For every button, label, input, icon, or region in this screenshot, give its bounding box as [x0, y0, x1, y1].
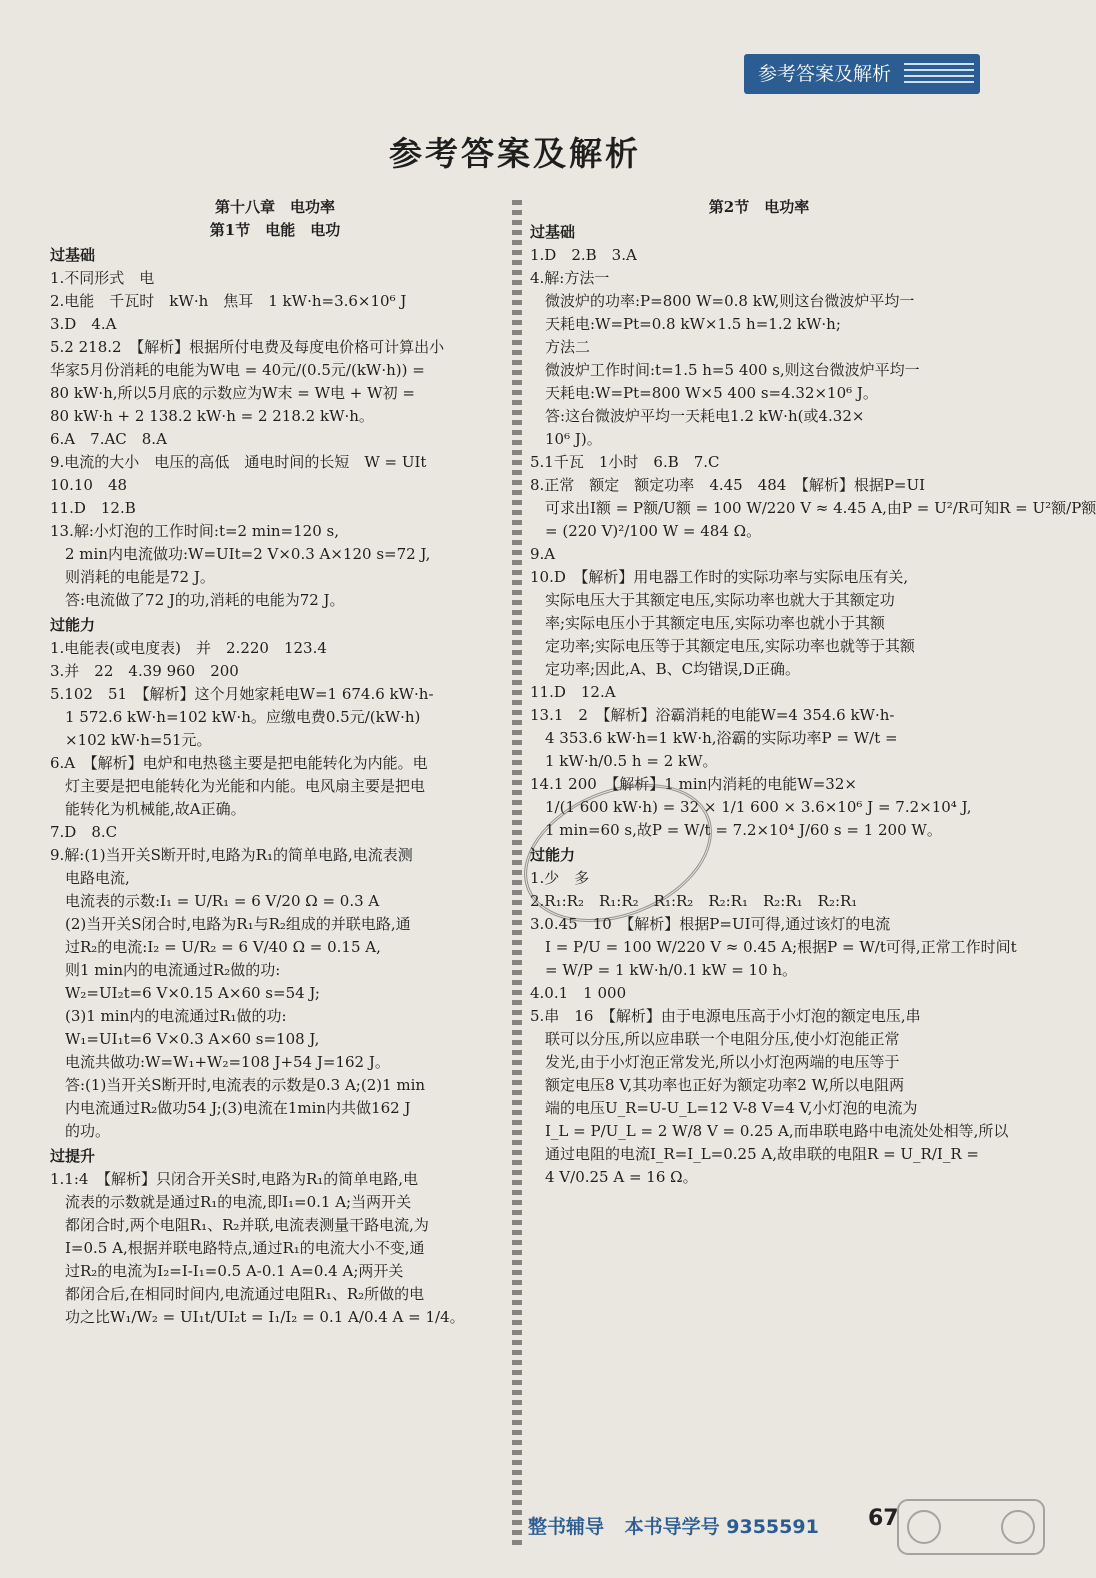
chapter-heading: 第十八章 电功率 — [214, 198, 335, 216]
answer-line: 1.不同形式 电 — [50, 269, 155, 287]
section-heading: 过提升 — [50, 1147, 96, 1165]
answer-line: 10.10 48 — [50, 476, 128, 494]
answer-line: 定功率;因此,A、B、C均错误,D正确。 — [530, 660, 800, 678]
answer-line: 则1 min内的电流通过R₂做的功: — [50, 961, 281, 979]
section-heading: 过基础 — [50, 246, 96, 264]
answer-line: 1.少 多 — [530, 869, 590, 887]
answer-line: 1.D 2.B 3.A — [530, 246, 637, 264]
answer-line: 4.0.1 1 000 — [530, 984, 627, 1002]
answer-line: 4.解:方法一 — [530, 269, 610, 287]
answer-line: I=0.5 A,根据并联电路特点,通过R₁的电流大小不变,通 — [50, 1239, 425, 1257]
answer-line: 2.R₁:R₂ R₁:R₂ R₁:R₂ R₂:R₁ R₂:R₁ R₂:R₁ — [530, 892, 858, 910]
answer-line: 5.2 218.2 【解析】根据所付电费及每度电价格可计算出小 — [50, 338, 445, 356]
footer-right-text: 本书导学号 9355591 — [624, 1516, 819, 1538]
answer-line: 电路电流, — [50, 869, 130, 887]
answer-line: 8.正常 额定 额定功率 4.45 484 【解析】根据P=UI — [530, 476, 926, 494]
answer-line: = W/P = 1 kW·h/0.1 kW = 10 h。 — [530, 961, 798, 979]
answer-line: 天耗电:W=Pt=0.8 kW×1.5 h=1.2 kW·h; — [530, 315, 841, 333]
answer-line: 华家5月份消耗的电能为W电 = 40元/(0.5元/(kW·h)) = — [50, 361, 425, 379]
answer-line: 1 min=60 s,故P = W/t = 7.2×10⁴ J/60 s = 1 200 W。 — [530, 821, 942, 839]
answer-line: 80 kW·h + 2 138.2 kW·h = 2 218.2 kW·h。 — [50, 407, 374, 425]
section-heading: 过能力 — [50, 616, 96, 634]
answer-line: 答:这台微波炉平均一天耗电1.2 kW·h(或4.32× — [530, 407, 865, 425]
answer-line: 通过电阻的电流I_R=I_L=0.25 A,故串联的电阻R = U_R/I_R = — [530, 1145, 979, 1163]
answer-line: 电流共做功:W=W₁+W₂=108 J+54 J=162 J。 — [50, 1053, 390, 1071]
left-column — [50, 196, 500, 1329]
answer-line: 5.102 51 【解析】这个月她家耗电W=1 674.6 kW·h- — [50, 685, 434, 703]
answer-line: 答:电流做了72 J的功,消耗的电能为72 J。 — [50, 591, 345, 609]
answer-line: 流表的示数就是通过R₁的电流,即I₁=0.1 A;当两开关 — [50, 1193, 412, 1211]
chapter-heading: 第2节 电功率 — [708, 198, 810, 216]
section-heading: 过基础 — [530, 223, 576, 241]
answer-line: 定功率;实际电压等于其额定电压,实际功率也就等于其额 — [530, 637, 915, 655]
answer-line: 13.1 2 【解析】浴霸消耗的电能W=4 354.6 kW·h- — [530, 706, 895, 724]
answer-line: 能转化为机械能,故A正确。 — [50, 800, 246, 818]
answer-line: 3.D 4.A — [50, 315, 117, 333]
answer-line: 内电流通过R₂做功54 J;(3)电流在1min内共做162 J — [50, 1099, 411, 1117]
answer-line: 80 kW·h,所以5月底的示数应为W末 = W电 + W初 = — [50, 384, 415, 402]
answer-line: 微波炉工作时间:t=1.5 h=5 400 s,则这台微波炉平均一 — [530, 361, 920, 379]
answer-line: 3.0.45 10 【解析】根据P=UI可得,通过该灯的电流 — [530, 915, 891, 933]
answer-line: 可求出I额 = P额/U额 = 100 W/220 V ≈ 4.45 A,由P = U²/R可知R = U²额/P额 — [530, 499, 1096, 517]
answer-line: 4 V/0.25 A = 16 Ω。 — [530, 1168, 698, 1186]
answer-line: 则消耗的电能是72 J。 — [50, 568, 215, 586]
answer-line: 方法二 — [530, 338, 591, 356]
answer-line: I_L = P/U_L = 2 W/8 V = 0.25 A,而串联电路中电流处处相等,所以 — [530, 1122, 1009, 1140]
answer-line: (3)1 min内的电流通过R₁做的功: — [50, 1007, 287, 1025]
answer-line: 13.解:小灯泡的工作时间:t=2 min=120 s, — [50, 522, 339, 540]
answer-line: = (220 V)²/100 W = 484 Ω。 — [530, 522, 762, 540]
answer-line: 6.A 7.AC 8.A — [50, 430, 167, 448]
footer-bar — [528, 1512, 858, 1539]
answer-line: 都闭合后,在相同时间内,电流通过电阻R₁、R₂所做的电 — [50, 1285, 425, 1303]
answer-line: 9.电流的大小 电压的高低 通电时间的长短 W = UIt — [50, 453, 427, 471]
answer-line: 功之比W₁/W₂ = UI₁t/UI₂t = I₁/I₂ = 0.1 A/0.4 A = 1/4。 — [50, 1308, 465, 1326]
answer-line: 10⁶ J)。 — [530, 430, 602, 448]
answer-line: 额定电压8 V,其功率也正好为额定功率2 W,所以电阻两 — [530, 1076, 905, 1094]
page-title: 参考答案及解析 — [389, 134, 641, 173]
answer-line: 6.A 【解析】电炉和电热毯主要是把电能转化为内能。电 — [50, 754, 428, 772]
tab-stripes-decoration — [904, 63, 974, 85]
answer-line: 5.1千瓦 1小时 6.B 7.C — [530, 453, 720, 471]
section-tab — [744, 54, 980, 94]
answer-line: 端的电压U_R=U-U_L=12 V-8 V=4 V,小灯泡的电流为 — [530, 1099, 918, 1117]
answer-line: 4 353.6 kW·h=1 kW·h,浴霸的实际功率P = W/t = — [530, 729, 898, 747]
answer-line: 微波炉的功率:P=800 W=0.8 kW,则这台微波炉平均一 — [530, 292, 915, 310]
column-divider — [512, 200, 522, 1550]
watermark-logo — [896, 1498, 1046, 1556]
section-tab-label: 参考答案及解析 — [758, 63, 892, 85]
answer-line: 天耗电:W=Pt=800 W×5 400 s=4.32×10⁶ J。 — [530, 384, 878, 402]
answer-line: 9.解:(1)当开关S断开时,电路为R₁的简单电路,电流表测 — [50, 846, 413, 864]
answer-line: 14.1 200 【解析】1 min内消耗的电能W=32× — [530, 775, 857, 793]
answer-line: 率;实际电压小于其额定电压,实际功率也就小于其额 — [530, 614, 885, 632]
answer-line: 答:(1)当开关S断开时,电流表的示数是0.3 A;(2)1 min — [50, 1076, 426, 1094]
right-column — [530, 196, 1096, 1189]
answer-line: 11.D 12.B — [50, 499, 136, 517]
footer-left-text: 整书辅导 — [528, 1516, 605, 1538]
answer-line: 的功。 — [50, 1122, 111, 1140]
page-number: 67 — [868, 1506, 899, 1531]
answer-line: 1 kW·h/0.5 h = 2 kW。 — [530, 752, 718, 770]
answer-line: 1 572.6 kW·h=102 kW·h。应缴电费0.5元/(kW·h) — [50, 708, 421, 726]
answer-line: (2)当开关S闭合时,电路为R₁与R₂组成的并联电路,通 — [50, 915, 411, 933]
answer-line: 过R₂的电流为I₂=I-I₁=0.5 A-0.1 A=0.4 A;两开关 — [50, 1262, 404, 1280]
answer-line: 9.A — [530, 545, 556, 563]
answer-line: 11.D 12.A — [530, 683, 616, 701]
answer-line: 发光,由于小灯泡正常发光,所以小灯泡两端的电压等于 — [530, 1053, 900, 1071]
answer-line: ×102 kW·h=51元。 — [50, 731, 212, 749]
answer-line: I = P/U = 100 W/220 V ≈ 0.45 A;根据P = W/t可得,正常工作时间t — [530, 938, 1017, 956]
answer-line: 过R₂的电流:I₂ = U/R₂ = 6 V/40 Ω = 0.15 A, — [50, 938, 381, 956]
answer-line: 5.串 16 【解析】由于电源电压高于小灯泡的额定电压,串 — [530, 1007, 921, 1025]
answer-line: 实际电压大于其额定电压,实际功率也就大于其额定功 — [530, 591, 895, 609]
answer-line: W₂=UI₂t=6 V×0.15 A×60 s=54 J; — [50, 984, 320, 1002]
chapter-heading: 第1节 电能 电功 — [209, 221, 341, 239]
answer-line: 都闭合时,两个电阻R₁、R₂并联,电流表测量干路电流,为 — [50, 1216, 429, 1234]
answer-line: 10.D 【解析】用电器工作时的实际功率与实际电压有关, — [530, 568, 909, 586]
answer-line: 1.电能表(或电度表) 并 2.220 123.4 — [50, 639, 327, 657]
answer-line: 灯主要是把电能转化为光能和内能。电风扇主要是把电 — [50, 777, 426, 795]
answer-line: 2 min内电流做功:W=UIt=2 V×0.3 A×120 s=72 J, — [50, 545, 431, 563]
answer-line: 1/(1 600 kW·h) = 32 × 1/1 600 × 3.6×10⁶ J = 7.2×10⁴ J, — [530, 798, 972, 816]
answer-line: 2.电能 千瓦时 kW·h 焦耳 1 kW·h=3.6×10⁶ J — [50, 292, 407, 310]
answer-line: 电流表的示数:I₁ = U/R₁ = 6 V/20 Ω = 0.3 A — [50, 892, 380, 910]
answer-line: W₁=UI₁t=6 V×0.3 A×60 s=108 J, — [50, 1030, 320, 1048]
answer-line: 1.1:4 【解析】只闭合开关S时,电路为R₁的简单电路,电 — [50, 1170, 419, 1188]
answer-line: 联可以分压,所以应串联一个电阻分压,使小灯泡能正常 — [530, 1030, 900, 1048]
answer-line: 3.并 22 4.39 960 200 — [50, 662, 239, 680]
answer-line: 7.D 8.C — [50, 823, 118, 841]
section-heading: 过能力 — [530, 846, 576, 864]
